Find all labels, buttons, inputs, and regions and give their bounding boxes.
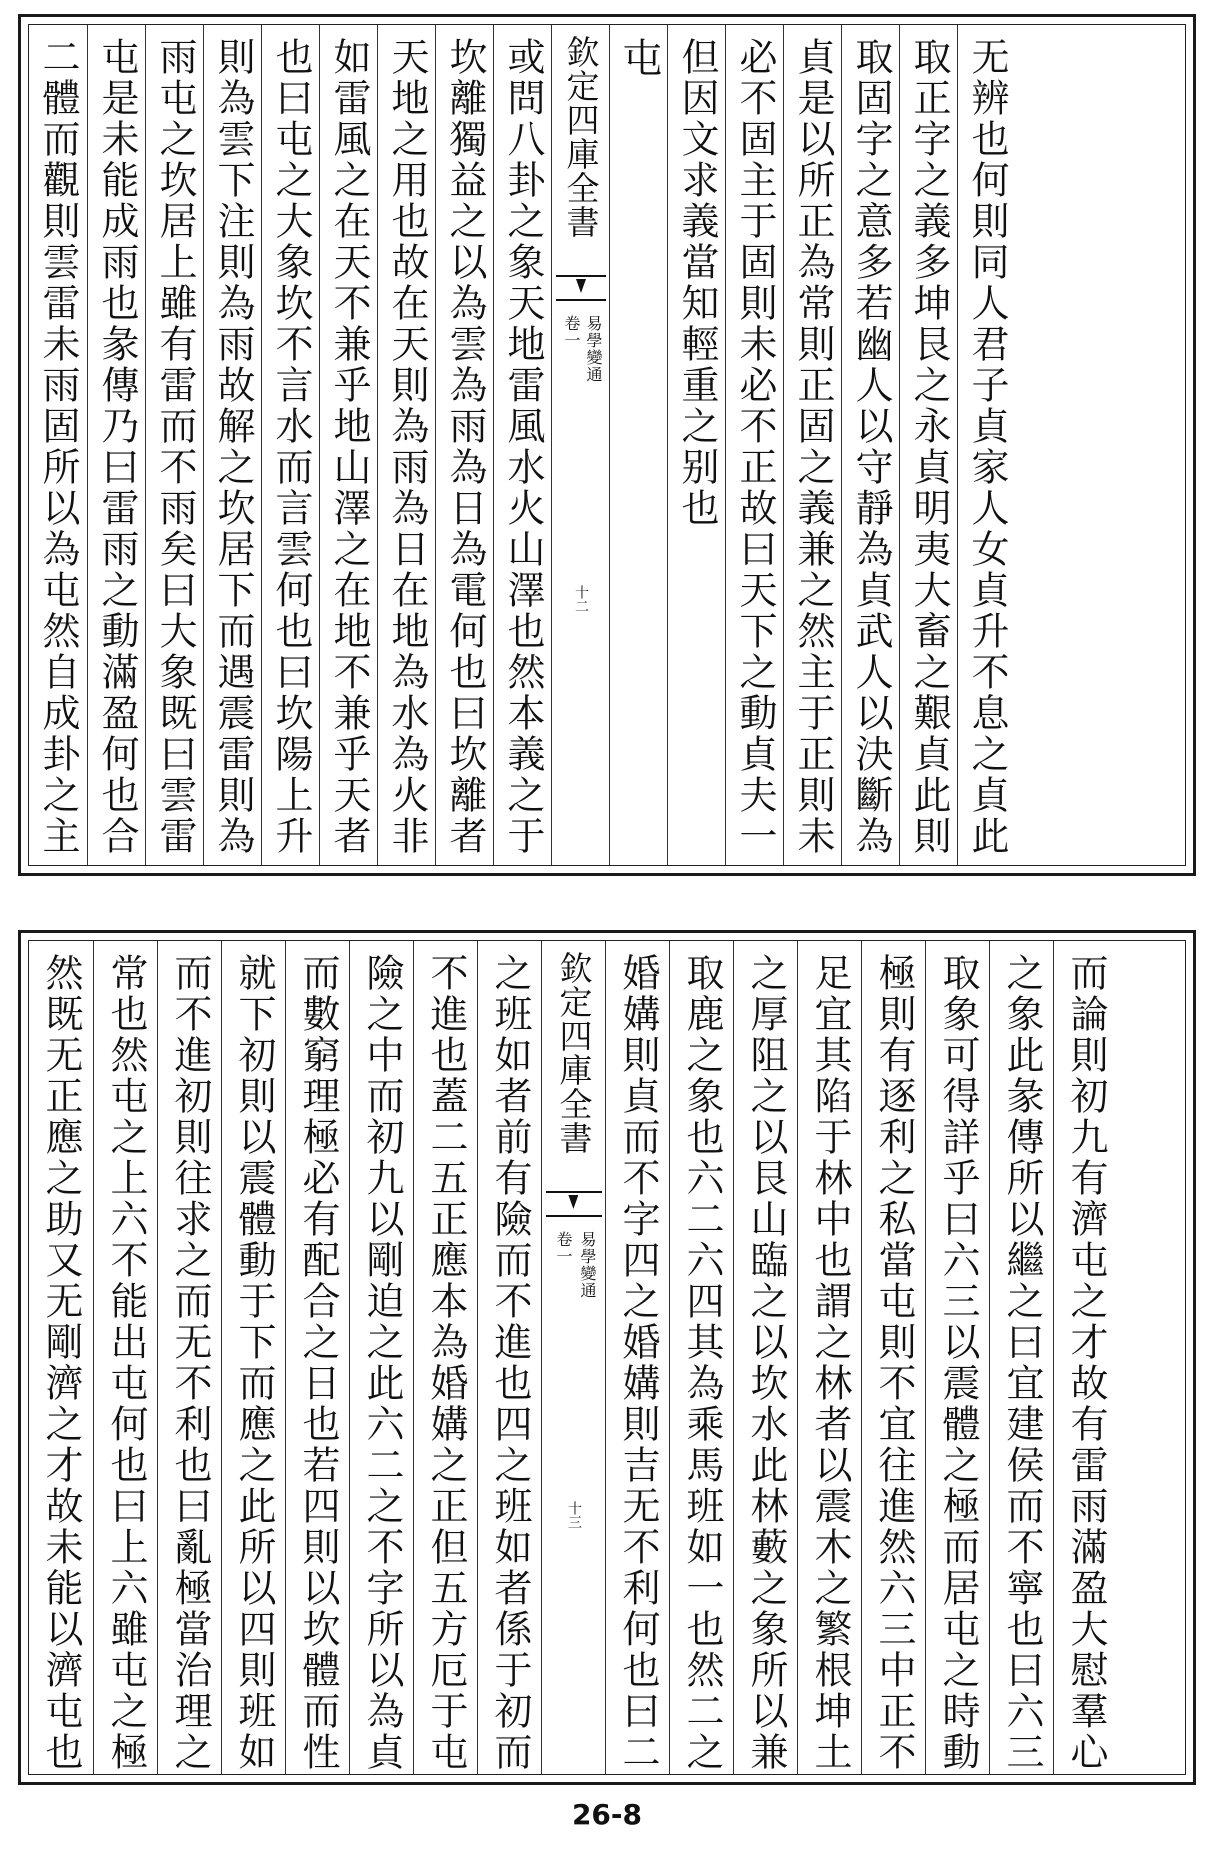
book-series-title: 欽定四庫全書 [554,951,594,1155]
fish-tail-ornament [546,1191,602,1217]
column-text: 雨屯之坎居上雖有雷而不雨矣曰大象既曰雲雷 [153,37,197,857]
bottom-page-frame [28,940,1186,1775]
text-column [1053,941,1118,1774]
text-column [93,941,158,1774]
column-text: 極則有逐利之私當屯則不宜往進然六三中正不 [872,953,916,1773]
column-text: 險之中而初九以剛迫之此六二之不字所以為貞 [360,953,404,1773]
text-column [145,25,204,865]
column-text: 如雷風之在天不兼乎地山澤之在地不兼乎天者 [327,37,371,857]
column-text: 天地之用也故在天則為雨為日在地為水為火非 [385,37,429,857]
text-column [841,25,900,865]
text-column [29,941,93,1774]
book-title: 易學變通 [578,1231,597,1299]
column-text: 而論則初九有濟屯之才故有雷雨滿盈大慰羣心 [1064,953,1108,1773]
column-text: 就下初則以震體動于下而應之此所以四則班如 [232,953,276,1773]
text-column [667,25,726,865]
text-column [733,941,798,1774]
column-text: 但因文求義當知輕重之别也 [675,37,719,529]
fish-tail-ornament [556,275,606,301]
text-column [989,941,1054,1774]
text-column [725,25,784,865]
text-column [605,941,670,1774]
text-column [861,941,926,1774]
text-column [957,25,1016,865]
column-text: 之厚阻之以艮山臨之以坎水此林藪之象所以兼 [744,953,788,1773]
text-column [609,25,668,865]
text-column [261,25,320,865]
column-text: 取鹿之象也六二六四其為乘馬班如一也然二之 [680,953,724,1773]
page-footer-number: 26-8 [571,1798,643,1831]
column-text: 二體而觀則雲雷未雨固所以為屯然自成卦之主 [36,37,80,857]
column-text: 婚媾則貞而不字四之婚媾則吉无不利何也曰二 [616,953,660,1773]
column-text: 然既无正應之助又无剛濟之才故未能以濟屯也 [39,953,83,1773]
text-column [87,25,146,865]
column-text: 也曰屯之大象坎不言水而言雲何也曰坎陽上升 [269,37,313,857]
text-column [669,941,734,1774]
text-column [899,25,958,865]
column-text: 屯 [616,37,662,80]
column-text: 不進也蓋二五正應本為婚媾之正但五方厄于屯 [424,953,468,1773]
volume-label: 卷一 [562,315,581,349]
column-text: 取固字之意多若幽人以守靜為貞武人以決斷為 [849,37,893,857]
top-page-frame [28,24,1186,866]
text-column [221,941,286,1774]
center-banner [541,941,606,1774]
column-text: 或問八卦之象天地雷風水火山澤也然本義之于 [501,37,545,857]
text-column [435,25,494,865]
text-column [319,25,378,865]
folio-number: 十三 [566,1501,582,1529]
column-text: 之班如者前有險而不進也四之班如者係于初而 [488,953,532,1773]
column-text: 取正字之義多坤艮之永貞明夷大畜之艱貞此則 [907,37,951,857]
column-text: 而不進初則往求之而无不利也曰亂極當治理之 [168,953,212,1773]
book-title: 易學變通 [584,315,603,383]
column-text: 而數窮理極必有配合之日也若四則以坎體而性 [296,953,340,1773]
text-column [477,941,542,1774]
text-column [377,25,436,865]
column-text: 无辨也何則同人君子貞家人女貞升不息之貞此 [965,37,1009,857]
book-series-title: 欽定四庫全書 [561,35,601,239]
column-text: 貞是以所正為常則正固之義兼之然主于正則未 [791,37,835,857]
volume-label: 卷一 [554,1231,573,1265]
folio-number: 十二 [573,585,589,613]
column-text: 足宜其陷于林中也謂之林者以震木之繁根坤土 [808,953,852,1773]
text-column [783,25,842,865]
column-text: 常也然屯之上六不能出屯何也曰上六雖屯之極 [104,953,148,1773]
column-text: 取象可得詳乎曰六三以震體之極而居屯之時動 [936,953,980,1773]
text-column [29,25,87,865]
top-page [18,14,1196,876]
column-text: 之象此彖傳所以繼之曰宜建侯而不寧也曰六三 [1000,953,1044,1773]
text-column [797,941,862,1774]
column-text: 坎離獨益之以為雲為雨為日為電何也曰坎離者 [443,37,487,857]
column-text: 則為雲下注則為雨故解之坎居下而遇震雷則為 [211,37,255,857]
text-column [349,941,414,1774]
bottom-page [18,930,1196,1785]
column-text: 必不固主于固則未必不正故曰天下之動貞夫一 [733,37,777,857]
center-banner [551,25,610,865]
text-column [285,941,350,1774]
text-column [157,941,222,1774]
text-column [493,25,552,865]
text-column [203,25,262,865]
text-column [413,941,478,1774]
column-text: 屯是未能成雨也彖傳乃曰雷雨之動滿盈何也合 [95,37,139,857]
text-column [925,941,990,1774]
